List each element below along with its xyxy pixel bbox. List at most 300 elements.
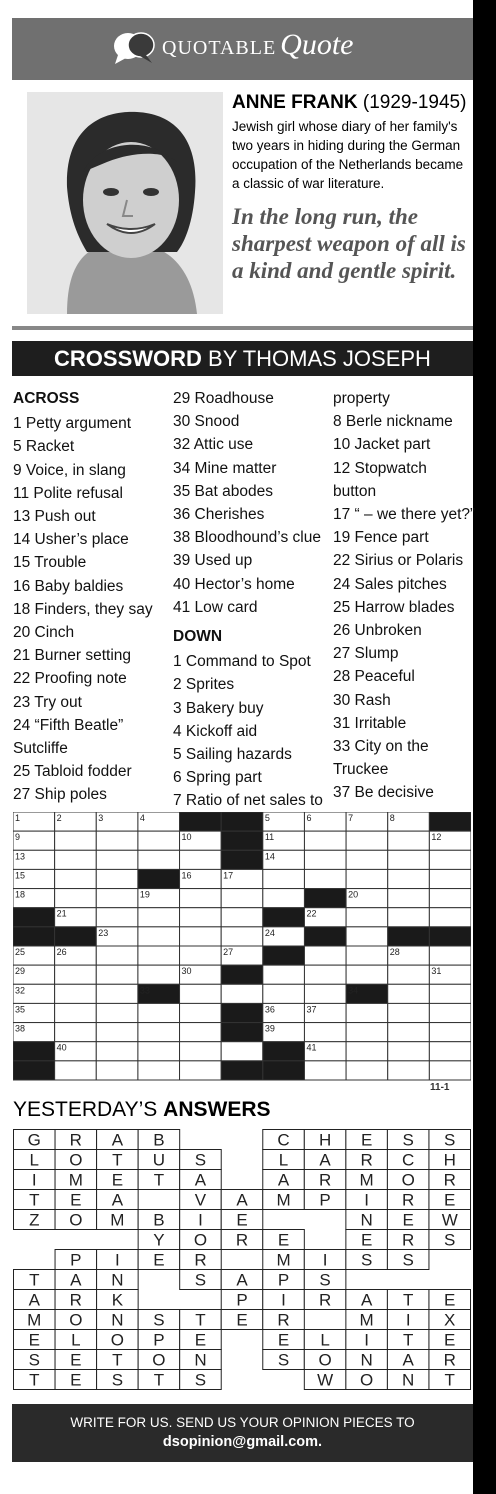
grid-cell[interactable] [55, 1003, 97, 1022]
cell-number: 26 [56, 947, 67, 957]
cell-number: 33 [139, 985, 150, 996]
grid-cell[interactable] [263, 889, 305, 908]
answer-letter: S [444, 1130, 456, 1150]
clue-line: 41 Low card [173, 598, 258, 616]
grid-cell[interactable] [55, 1023, 97, 1042]
grid-cell[interactable] [96, 946, 138, 965]
clue-line: 31 Irritable [333, 714, 407, 732]
answer-letter: R [360, 1150, 373, 1170]
cell-number: 5 [264, 813, 270, 823]
clue-line: button [333, 482, 377, 500]
answer-letter: L [71, 1330, 81, 1350]
cell-number: 18 [15, 889, 26, 900]
cell-number: 22 [306, 908, 317, 919]
footer-banner [12, 1404, 473, 1462]
grid-cell[interactable] [180, 850, 222, 869]
grid-cell[interactable] [55, 850, 97, 869]
clue-line: 21 Burner setting [13, 647, 132, 665]
grid-cell[interactable] [96, 1023, 138, 1042]
grid-cell[interactable] [138, 946, 180, 965]
cell-number: 28 [389, 947, 400, 957]
answer-letter: E [28, 1330, 40, 1350]
answer-letter: M [27, 1310, 42, 1330]
grid-cell[interactable] [96, 831, 138, 850]
grid-cell[interactable] [96, 965, 138, 984]
cell-number: 38 [15, 1023, 26, 1034]
cell-number: 14 [264, 851, 275, 862]
cell-number: 41 [306, 1042, 317, 1053]
grid-cell[interactable] [304, 1023, 346, 1042]
answer-letter: R [318, 1170, 332, 1190]
clue-line: 35 Bat abodes [173, 482, 273, 500]
crossword-title: CROSSWORD [54, 346, 202, 371]
grid-cell[interactable] [263, 869, 305, 888]
black-square [180, 812, 222, 831]
grid-cell[interactable] [388, 850, 430, 869]
answer-letter: E [111, 1170, 124, 1190]
cell-number: 40 [56, 1042, 67, 1053]
black-square [263, 1061, 305, 1080]
grid-cell[interactable] [138, 850, 180, 869]
banner-word-quotable: QUOTABLE [162, 37, 277, 59]
cell-number: 6 [306, 813, 312, 823]
puzzle-id: 11-1 [430, 1082, 450, 1093]
answer-letter: T [112, 1150, 123, 1170]
clue-line: 30 Snood [173, 413, 240, 431]
grid-cell[interactable] [221, 1042, 263, 1061]
clue-line: 29 Roadhouse [173, 390, 274, 407]
black-square [138, 869, 180, 888]
answer-letter: A [277, 1170, 290, 1190]
clue-line: 5 Sailing hazards [173, 746, 292, 764]
grid-cell[interactable] [429, 1003, 471, 1022]
answer-letter: O [110, 1330, 124, 1350]
answer-letter: S [28, 1350, 40, 1370]
answer-letter: R [194, 1250, 207, 1270]
grid-cell[interactable] [346, 927, 388, 946]
grid-cell[interactable] [96, 869, 138, 888]
clue-line: 5 Racket [13, 438, 75, 456]
grid-cell[interactable] [138, 965, 180, 984]
clue-line: 27 Ship poles [13, 786, 107, 804]
black-square [221, 1023, 263, 1042]
answer-letter: S [277, 1350, 290, 1370]
quote-text: In the long run, the sharpest weapon of all is a kind and gentle spirit. [232, 204, 466, 283]
answer-letter: I [364, 1330, 370, 1350]
answer-letter: I [31, 1170, 37, 1190]
answer-letter: A [360, 1290, 373, 1310]
answer-letter: S [111, 1370, 124, 1390]
answer-letter: R [235, 1230, 249, 1250]
cell-number: 11 [264, 832, 275, 843]
cell-number: 27 [223, 947, 234, 957]
grid-cell[interactable] [429, 869, 471, 888]
grid-cell[interactable] [180, 984, 222, 1003]
grid-cell[interactable] [180, 889, 222, 908]
answer-letter: E [194, 1330, 207, 1350]
grid-cell[interactable] [55, 1061, 97, 1080]
answer-letter: R [277, 1310, 290, 1330]
footer-email[interactable]: dsopinion@gmail.com. [162, 1434, 323, 1450]
grid-cell[interactable] [304, 1061, 346, 1080]
answer-letter: S [153, 1310, 165, 1330]
answers-grid [13, 1129, 471, 1390]
cell-number: 9 [15, 832, 21, 843]
answer-letter: O [360, 1370, 374, 1390]
grid-cell[interactable] [96, 908, 138, 927]
clue-line: property [333, 390, 390, 407]
grid-cell[interactable] [180, 946, 222, 965]
clue-line: Sutcliffe [13, 740, 68, 758]
grid-cell[interactable] [304, 965, 346, 984]
answer-letter: T [153, 1370, 165, 1390]
black-square [221, 1003, 263, 1022]
grid-cell[interactable] [346, 850, 388, 869]
answer-letter: R [443, 1170, 456, 1190]
clue-line: 19 Fence part [333, 529, 429, 547]
answer-letter: R [443, 1350, 456, 1370]
clue-line: 7 Ratio of net sales to [173, 792, 323, 810]
answer-letter: A [236, 1190, 248, 1210]
answers-title-bold: ANSWERS [163, 1098, 271, 1121]
answer-letter: E [360, 1130, 373, 1150]
banner-word-quote: Quote [280, 28, 354, 61]
grid-cell[interactable] [346, 1023, 388, 1042]
cell-number: 21 [56, 908, 67, 919]
black-square [221, 1061, 263, 1080]
grid-cell[interactable] [429, 984, 471, 1003]
answer-letter: E [70, 1350, 82, 1370]
answer-letter: T [444, 1370, 455, 1390]
cell-number: 24 [264, 927, 275, 938]
grid-cell[interactable] [304, 946, 346, 965]
name-text: ANNE FRANK [232, 92, 358, 113]
grid-cell[interactable] [55, 869, 97, 888]
cell-number: 29 [15, 966, 26, 977]
grid-cell[interactable] [346, 869, 388, 888]
answer-letter: Y [153, 1230, 165, 1250]
answer-letter: T [153, 1170, 165, 1190]
cell-number: 10 [181, 832, 192, 843]
cell-number: 19 [139, 889, 150, 900]
answer-letter: W [317, 1370, 334, 1390]
answer-letter: B [153, 1130, 165, 1150]
answer-letter: N [360, 1210, 373, 1230]
clue-line: 1 Command to Spot [173, 653, 311, 671]
grid-cell[interactable] [96, 889, 138, 908]
clue-line: 33 City on the [333, 738, 429, 756]
clue-line: 10 Jacket part [333, 436, 431, 454]
cell-number: 39 [264, 1023, 275, 1034]
black-square [13, 1042, 55, 1061]
answer-letter: E [70, 1190, 82, 1210]
clue-line: 26 Unbroken [333, 622, 422, 640]
cell-number: 32 [15, 985, 26, 996]
grid-cell[interactable] [96, 1042, 138, 1061]
grid-cell[interactable] [263, 965, 305, 984]
clue-line: 13 Push out [13, 508, 96, 526]
answer-letter: A [402, 1350, 414, 1370]
black-square [221, 812, 263, 831]
answer-letter: I [322, 1250, 328, 1270]
clue-line: 11 Polite refusal [13, 484, 123, 502]
clue-column-1 [13, 387, 153, 807]
clue-line: 27 Slump [333, 645, 399, 663]
grid-cell[interactable] [138, 908, 180, 927]
clue-line: 40 Hector’s home [173, 575, 295, 593]
grid-cell[interactable] [346, 831, 388, 850]
answer-letter: T [29, 1190, 40, 1210]
answer-letter: X [444, 1310, 456, 1330]
black-square [429, 812, 471, 831]
life-years: (1929-1945) [362, 92, 467, 113]
grid-cell[interactable] [304, 831, 346, 850]
grid-cell[interactable] [388, 1061, 430, 1080]
grid-cell[interactable] [96, 1061, 138, 1080]
answer-letter: S [194, 1370, 207, 1390]
cell-number: 12 [431, 832, 442, 843]
answer-letter: M [276, 1250, 291, 1270]
grid-cell[interactable] [180, 1061, 222, 1080]
grid-cell[interactable] [429, 1061, 471, 1080]
answer-letter: P [277, 1270, 290, 1290]
answer-letter: O [69, 1210, 83, 1230]
answer-letter: M [110, 1210, 125, 1230]
grid-cell[interactable] [388, 869, 430, 888]
clue-line: 16 Baby baldies [13, 577, 124, 595]
grid-cell[interactable] [388, 831, 430, 850]
cell-number: 16 [181, 870, 192, 881]
grid-cell[interactable] [180, 1003, 222, 1022]
answer-letter: O [318, 1350, 332, 1370]
cell-number: 23 [98, 927, 109, 938]
grid-cell[interactable] [221, 927, 263, 946]
answer-letter: U [152, 1150, 166, 1170]
clue-line: 8 Berle nickname [333, 413, 453, 431]
answer-letter: T [195, 1310, 206, 1330]
answer-letter: R [402, 1190, 415, 1210]
banner-title [162, 28, 354, 62]
cell-number: 15 [15, 870, 26, 881]
grid-cell[interactable] [96, 850, 138, 869]
clue-line: 25 Harrow blades [333, 598, 455, 616]
answer-letter: N [402, 1370, 415, 1390]
grid-cell[interactable] [429, 908, 471, 927]
answer-letter: O [69, 1150, 83, 1170]
grid-cell[interactable] [55, 984, 97, 1003]
answer-letter: T [402, 1290, 414, 1310]
crossword-banner [12, 341, 473, 376]
grid-cell[interactable] [388, 1042, 430, 1061]
cell-number: 2 [56, 813, 62, 823]
answer-letter: O [401, 1170, 415, 1190]
clue-line: 9 Voice, in slang [13, 461, 126, 479]
grid-cell[interactable] [429, 946, 471, 965]
answer-letter: N [111, 1270, 124, 1290]
answer-letter: M [276, 1190, 291, 1210]
cell-number: 35 [15, 1004, 26, 1015]
grid-cell[interactable] [346, 1003, 388, 1022]
grid-cell[interactable] [388, 965, 430, 984]
grid-cell[interactable] [138, 927, 180, 946]
grid-cell[interactable] [55, 965, 97, 984]
cell-number: 7 [348, 813, 354, 823]
answer-letter: S [194, 1150, 207, 1170]
grid-cell[interactable] [346, 908, 388, 927]
grid-cell[interactable] [55, 831, 97, 850]
clue-line: 22 Proofing note [13, 670, 127, 688]
clue-line: 37 Be decisive [333, 784, 434, 802]
answer-letter: N [194, 1350, 207, 1370]
grid-cell[interactable] [388, 1003, 430, 1022]
grid-cell[interactable] [304, 869, 346, 888]
grid-cell[interactable] [180, 908, 222, 927]
grid-cell[interactable] [180, 1042, 222, 1061]
answer-letter: S [402, 1130, 414, 1150]
cell-number: 34 [348, 985, 359, 996]
clue-line: 23 Try out [13, 693, 82, 711]
answer-letter: C [402, 1150, 415, 1170]
grid-cell[interactable] [221, 908, 263, 927]
answer-letter: E [444, 1330, 456, 1350]
black-square [221, 850, 263, 869]
grid-cell[interactable] [221, 889, 263, 908]
answer-letter: O [152, 1350, 166, 1370]
cell-number: 3 [98, 813, 104, 823]
black-square [263, 908, 305, 927]
clue-line: Truckee [333, 761, 389, 779]
clue-column-3 [333, 387, 475, 805]
answer-letter: A [194, 1170, 207, 1190]
grid-cell[interactable] [429, 850, 471, 869]
black-square [304, 889, 346, 908]
answer-letter: P [153, 1330, 165, 1350]
crossword-grid [13, 812, 471, 1082]
grid-cell[interactable] [221, 984, 263, 1003]
clue-line: 25 Tabloid fodder [13, 763, 132, 781]
clue-line: 36 Cherishes [173, 506, 265, 524]
answer-letter: I [281, 1290, 286, 1310]
answer-letter: I [114, 1250, 120, 1270]
grid-cell[interactable] [304, 850, 346, 869]
answer-letter: T [29, 1270, 40, 1290]
grid-cell[interactable] [429, 889, 471, 908]
clue-line: 2 Sprites [173, 676, 235, 694]
grid-cell[interactable] [96, 984, 138, 1003]
answer-letter: R [318, 1290, 332, 1310]
answer-letter: A [70, 1270, 82, 1290]
answer-letter: E [402, 1210, 414, 1230]
answer-letter: S [194, 1270, 207, 1290]
answer-letter: G [27, 1130, 41, 1150]
answer-letter: E [444, 1190, 456, 1210]
grid-cell[interactable] [138, 1061, 180, 1080]
answer-letter: O [69, 1310, 83, 1330]
answer-letter: O [193, 1230, 208, 1250]
clue-line: 39 Used up [173, 552, 253, 570]
cell-number: 4 [139, 813, 145, 823]
answer-letter: S [402, 1250, 414, 1270]
clue-line: 24 Sales pitches [333, 575, 447, 593]
grid-cell[interactable] [429, 1042, 471, 1061]
answer-letter: E [277, 1330, 290, 1350]
grid-cell[interactable] [388, 1023, 430, 1042]
grid-cell[interactable] [138, 1003, 180, 1022]
cell-number: 17 [223, 870, 234, 881]
black-square [263, 946, 305, 965]
answer-letter: H [318, 1130, 332, 1150]
grid-cell[interactable] [55, 889, 97, 908]
answer-letter: S [319, 1270, 331, 1290]
clue-line: 34 Mine matter [173, 459, 277, 477]
cell-number: 13 [15, 851, 26, 862]
grid-cell[interactable] [429, 1023, 471, 1042]
grid-cell[interactable] [346, 946, 388, 965]
answer-letter: M [68, 1170, 83, 1190]
grid-cell[interactable] [138, 831, 180, 850]
cell-number: 20 [348, 889, 359, 900]
clue-line: 14 Usher’s place [13, 531, 129, 549]
black-square [304, 927, 346, 946]
cell-number: 25 [15, 947, 26, 957]
grid-cell[interactable] [388, 984, 430, 1003]
cell-number: 31 [431, 966, 442, 977]
black-square [13, 927, 55, 946]
answers-title-plain: YESTERDAY’S [13, 1098, 164, 1121]
answer-letter: M [359, 1170, 374, 1190]
answers-title [13, 1098, 271, 1122]
grid-cell[interactable] [346, 1042, 388, 1061]
answer-letter: L [278, 1150, 289, 1170]
answer-letter: N [111, 1310, 124, 1330]
grid-cell[interactable] [138, 1042, 180, 1061]
answer-letter: S [444, 1230, 456, 1250]
answer-letter: I [198, 1210, 203, 1230]
answer-letter: A [111, 1190, 124, 1210]
clue-line: 28 Peaceful [333, 668, 415, 686]
grid-cell[interactable] [388, 908, 430, 927]
answer-letter: P [70, 1250, 82, 1270]
cell-number: 1 [15, 813, 21, 823]
clue-line: 15 Trouble [13, 554, 87, 572]
footer-text: WRITE FOR US. SEND US YOUR OPINION PIECES TO [70, 1415, 415, 1430]
answer-letter: R [402, 1230, 415, 1250]
answer-letter: C [277, 1130, 290, 1150]
grid-cell[interactable] [180, 1023, 222, 1042]
answer-letter: E [360, 1230, 373, 1250]
grid-cell[interactable] [346, 965, 388, 984]
answer-letter: B [153, 1210, 165, 1230]
answer-letter: E [153, 1250, 165, 1270]
grid-cell[interactable] [263, 984, 305, 1003]
answer-letter: L [320, 1330, 330, 1350]
answer-letter: M [359, 1310, 374, 1330]
clue-line: 3 Bakery buy [173, 699, 264, 717]
person-name [232, 92, 466, 114]
grid-cell[interactable] [346, 1061, 388, 1080]
grid-cell[interactable] [96, 1003, 138, 1022]
answer-letter: N [360, 1350, 373, 1370]
grid-cell[interactable] [304, 984, 346, 1003]
grid-cell[interactable] [388, 889, 430, 908]
answer-letter: R [69, 1130, 82, 1150]
clue-line: 1 Petty argument [13, 415, 132, 433]
black-square [221, 831, 263, 850]
black-square [13, 908, 55, 927]
grid-cell[interactable] [138, 1023, 180, 1042]
answer-letter: W [441, 1210, 458, 1230]
grid-cell[interactable] [180, 927, 222, 946]
